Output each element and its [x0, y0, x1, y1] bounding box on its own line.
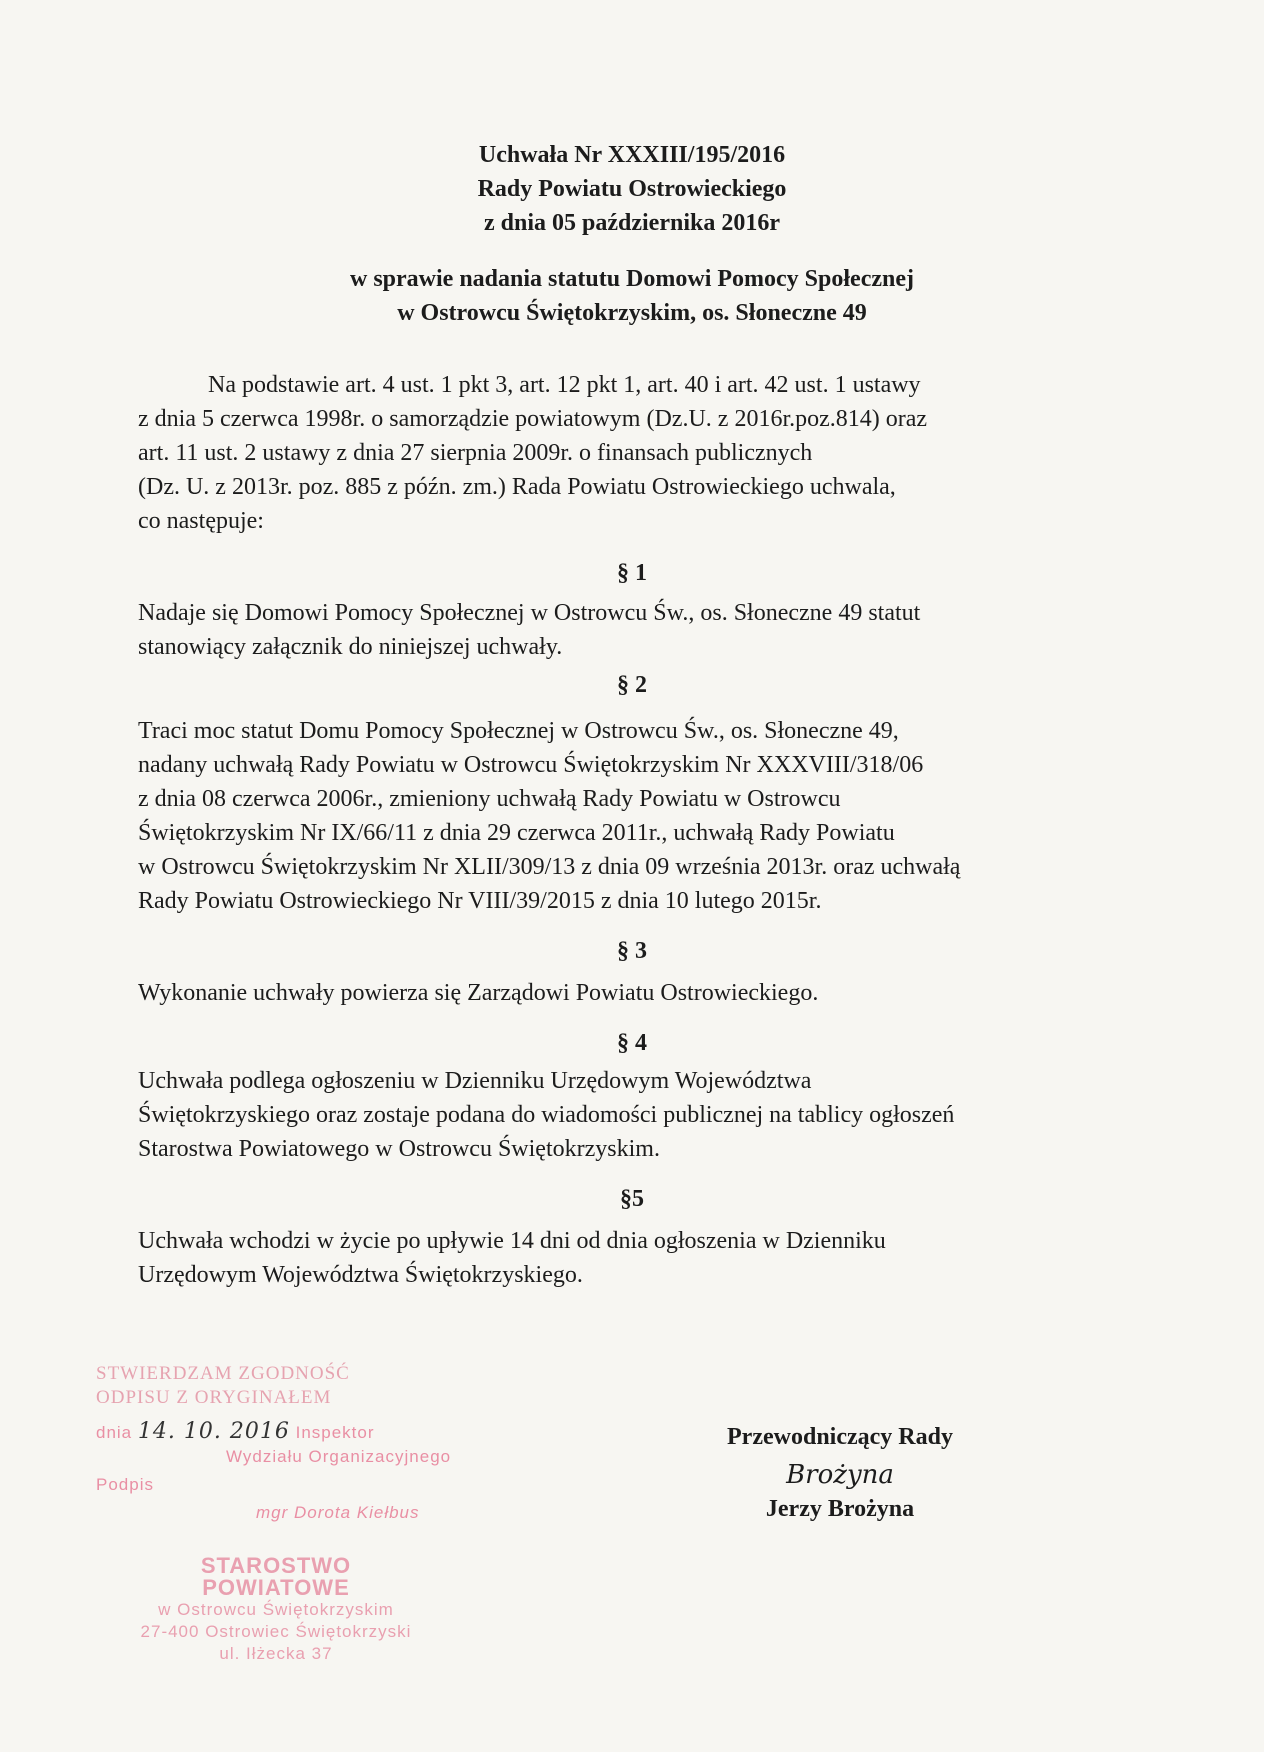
office-stamp: [126, 1555, 426, 1665]
subject-line-1: w sprawie nadania statutu Domowi Pomocy Społecznej: [350, 266, 914, 292]
section-line: Starostwa Powiatowego w Ostrowcu Świętokrzyskim.: [138, 1136, 660, 1162]
section-3-mark: § 3: [617, 938, 647, 964]
preamble-line: z dnia 5 czerwca 1998r. o samorządzie powiatowym (Dz.U. z 2016r.poz.814) oraz: [138, 406, 928, 432]
stamp-signer: mgr Dorota Kiełbus: [256, 1503, 420, 1522]
section-line: Świętokrzyskim Nr IX/66/11 z dnia 29 czerwca 2011r., uchwałą Rady Powiatu: [138, 820, 895, 846]
office-stamp-line3: 27-400 Ostrowiec Świętokrzyski: [140, 1622, 412, 1641]
section-line: Uchwała podlega ogłoszeniu w Dzienniku Urzędowym Województwa: [138, 1068, 812, 1094]
section-line: Urzędowym Województwa Świętokrzyskiego.: [138, 1262, 583, 1288]
subject-line-2: w Ostrowcu Świętokrzyskim, os. Słoneczne 49: [397, 300, 867, 326]
resolution-date: z dnia 05 października 2016r: [483, 210, 780, 236]
preamble-line: art. 11 ust. 2 ustawy z dnia 27 sierpnia 2009r. o finansach publicznych: [138, 440, 813, 466]
section-1-text: [138, 596, 1078, 664]
preamble-line: Na podstawie art. 4 ust. 1 pkt 3, art. 12 pkt 1, art. 40 i art. 42 ust. 1 ustawy: [208, 372, 921, 398]
signature-title: Przewodniczący Rady: [727, 1424, 953, 1450]
section-line: nadany uchwałą Rady Powiatu w Ostrowcu Świętokrzyskim Nr XXXVIII/318/06: [138, 752, 924, 778]
section-line: Nadaje się Domowi Pomocy Społecznej w Ostrowcu Św., os. Słoneczne 49 statut: [138, 600, 921, 626]
handwritten-signature: Brożyna: [786, 1460, 894, 1490]
section-line: z dnia 08 czerwca 2006r., zmieniony uchwałą Rady Powiatu w Ostrowcu: [138, 786, 841, 812]
section-3-text: [138, 976, 1078, 1010]
section-line: stanowiący załącznik do niniejszej uchwały.: [138, 634, 563, 660]
section-line: Rady Powiatu Ostrowieckiego Nr VIII/39/2015 z dnia 10 lutego 2015r.: [138, 888, 822, 914]
section-2-text: [138, 714, 1078, 918]
section-line: Wykonanie uchwały powierza się Zarządowi Powiatu Ostrowieckiego.: [138, 980, 819, 1006]
stamp-certify-line1: STWIERDZAM ZGODNOŚĆ: [96, 1363, 350, 1384]
stamp-date-label: dnia: [96, 1423, 133, 1442]
preamble-line: co następuje:: [138, 508, 264, 534]
section-line: Świętokrzyskiego oraz zostaje podana do wiadomości publicznej na tablicy ogłoszeń: [138, 1102, 955, 1128]
section-line: Uchwała wchodzi w życie po upływie 14 dni od dnia ogłoszenia w Dzienniku: [138, 1228, 886, 1254]
office-stamp-line1: STAROSTWO POWIATOWE: [200, 1553, 352, 1600]
office-stamp-line2: w Ostrowcu Świętokrzyskim: [158, 1600, 394, 1619]
office-stamp-line4: ul. Iłżecka 37: [219, 1644, 333, 1663]
resolution-council: Rady Powiatu Ostrowieckiego: [477, 176, 787, 202]
resolution-number: Uchwała Nr XXXIII/195/2016: [478, 142, 786, 168]
section-4-text: [138, 1064, 1078, 1166]
stamp-dept: Wydziału Organizacyjnego: [226, 1447, 452, 1466]
section-5-text: [138, 1224, 1078, 1292]
certification-stamp: [96, 1362, 496, 1525]
resolution-subject: [0, 262, 1264, 330]
section-4-mark: § 4: [617, 1030, 647, 1056]
resolution-header: [0, 138, 1264, 240]
section-2-mark: § 2: [617, 672, 647, 698]
section-line: Traci moc statut Domu Pomocy Społecznej w Ostrowcu Św., os. Słoneczne 49,: [138, 718, 899, 744]
stamp-sign-label: Podpis: [96, 1475, 154, 1494]
section-5-mark: §5: [620, 1186, 644, 1212]
section-line: w Ostrowcu Świętokrzyskim Nr XLII/309/13 z dnia 09 września 2013r. oraz uchwałą: [138, 854, 961, 880]
stamp-date-value: 14. 10. 2016: [137, 1419, 290, 1444]
preamble-line: (Dz. U. z 2013r. poz. 885 z późn. zm.) Rada Powiatu Ostrowieckiego uchwala,: [138, 474, 896, 500]
preamble: [138, 368, 1078, 538]
signature-name: Jerzy Brożyna: [765, 1496, 915, 1522]
stamp-certify-line2: ODPISU Z ORYGINAŁEM: [96, 1387, 332, 1408]
stamp-role: Inspektor: [295, 1423, 375, 1442]
section-1-mark: § 1: [617, 560, 647, 586]
